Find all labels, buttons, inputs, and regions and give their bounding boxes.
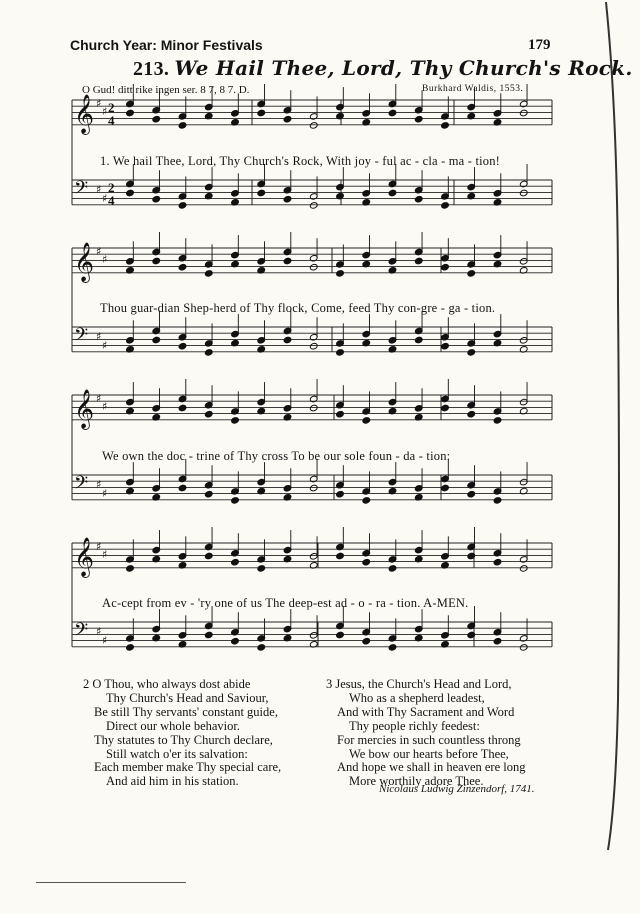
note-head	[178, 342, 187, 350]
stanza-3-line: Who as a shepherd leadest,	[349, 690, 485, 705]
note-head	[441, 122, 450, 130]
note-head	[231, 497, 240, 505]
sharp-sign: ♯	[96, 245, 102, 258]
note-head	[441, 263, 450, 271]
composer-credit: Burkhard Waldis, 1553.	[422, 84, 524, 94]
page-number: 179	[528, 37, 551, 53]
treble-clef: 𝄞	[74, 537, 95, 577]
note-head	[388, 565, 397, 573]
note-head	[126, 644, 135, 652]
time-signature: 4	[108, 113, 115, 128]
sharp-sign: ♯	[102, 105, 108, 118]
note-head	[178, 404, 187, 412]
sharp-sign: ♯	[102, 400, 108, 413]
sharp-sign: ♯	[102, 634, 108, 647]
stanza-3-line: And with Thy Sacrament and Word	[337, 704, 515, 719]
sharp-sign: ♯	[96, 540, 102, 553]
note-head	[336, 410, 345, 418]
stanza-3-line: More worthily adore Thee.	[349, 774, 484, 789]
note-head	[231, 417, 240, 425]
stanza-2-line: Direct our whole behavior.	[106, 718, 240, 733]
note-head	[441, 202, 450, 210]
note-head	[441, 484, 450, 492]
note-head	[231, 637, 240, 645]
note-head	[336, 552, 345, 560]
note-head	[204, 490, 213, 498]
stanza-3-line: And hope we shall in heaven ere long	[337, 760, 526, 775]
sharp-sign: ♯	[96, 478, 102, 491]
treble-clef: 𝄞	[74, 242, 95, 282]
note-head	[467, 270, 476, 278]
note-head	[493, 417, 502, 425]
stanza-3	[326, 678, 525, 789]
stanza-2-line: 2 O Thou, who always dost abide	[83, 677, 251, 691]
note-head	[204, 631, 213, 639]
note-head	[519, 644, 528, 652]
sharp-sign: ♯	[102, 487, 108, 500]
lyric-line-1: 1. We hail Thee, Lord, Thy Church's Rock, With joy - ful ac - cla - ma - tion!	[100, 154, 501, 168]
note-head	[336, 349, 345, 357]
note-head	[178, 263, 187, 271]
note-head	[362, 558, 371, 566]
note-head	[257, 109, 266, 117]
stanza-3-line: We bow our hearts before Thee,	[349, 746, 509, 761]
note-head	[493, 637, 502, 645]
stanza-2-line: Thy Church's Head and Saviour,	[106, 690, 269, 705]
note-head	[362, 497, 371, 505]
note-head	[309, 122, 318, 130]
note-head	[493, 558, 502, 566]
note-head	[309, 263, 318, 271]
stanza-2-line: Each member make Thy special care,	[94, 760, 282, 775]
note-head	[336, 270, 345, 278]
note-head	[204, 270, 213, 278]
note-head	[441, 342, 450, 350]
note-head	[467, 410, 476, 418]
note-head	[152, 336, 161, 344]
stanza-2-line: Thy statutes to Thy Church declare,	[94, 732, 273, 747]
stanza-2	[83, 678, 281, 789]
sharp-sign: ♯	[102, 192, 108, 205]
sharp-sign: ♯	[96, 392, 102, 405]
note-head	[126, 109, 135, 117]
note-head	[519, 189, 528, 197]
note-head	[467, 349, 476, 357]
stanza-2-line: And aid him in his station.	[106, 774, 239, 789]
sharp-sign: ♯	[102, 253, 108, 266]
note-head	[283, 336, 292, 344]
time-signature: 2	[108, 180, 115, 195]
note-head	[493, 497, 502, 505]
note-head	[257, 189, 266, 197]
note-head	[231, 558, 240, 566]
note-head	[126, 189, 135, 197]
note-head	[204, 349, 213, 357]
sharp-sign: ♯	[102, 339, 108, 352]
hymn-title-text: We Hail Thee, Lord, Thy Church's Rock.	[174, 56, 633, 80]
note-head	[283, 115, 292, 123]
note-head	[257, 644, 266, 652]
treble-clef: 𝄞	[74, 389, 95, 429]
note-head	[309, 202, 318, 210]
time-signature: 2	[108, 100, 115, 115]
note-head	[441, 404, 450, 412]
sharp-sign: ♯	[96, 183, 102, 196]
note-head	[388, 189, 397, 197]
stanza-3-line: 3 Jesus, the Church's Head and Lord,	[326, 677, 512, 691]
lyric-line-2: Thou guar-dian Shep-herd of Thy flock, Come, feed Thy con-gre - ga - tion.	[100, 301, 496, 315]
note-head	[309, 342, 318, 350]
note-head	[388, 644, 397, 652]
note-head	[283, 195, 292, 203]
note-head	[414, 115, 423, 123]
note-head	[309, 484, 318, 492]
note-head	[519, 109, 528, 117]
note-head	[388, 109, 397, 117]
lyric-line-4: Ac-cept from ev - 'ry one of us The deep-est ad - o - ra - tion. A-MEN.	[102, 596, 469, 610]
note-head	[152, 195, 161, 203]
text-attribution: Nicolaus Ludwig Zinzendorf, 1741.	[379, 783, 535, 795]
note-head	[152, 257, 161, 265]
note-head	[467, 490, 476, 498]
bass-clef: 𝄢	[74, 620, 89, 645]
time-signature: 4	[108, 193, 115, 208]
running-head: Church Year: Minor Festivals	[70, 37, 263, 53]
note-head	[362, 637, 371, 645]
note-head	[257, 565, 266, 573]
note-head	[152, 115, 161, 123]
note-head	[414, 336, 423, 344]
note-head	[336, 490, 345, 498]
note-head	[309, 404, 318, 412]
stanza-3-line: For mercies in such countless throng	[337, 732, 521, 747]
page-curl	[600, 0, 640, 914]
bass-clef: 𝄢	[74, 325, 89, 350]
hymn-number: 213.	[133, 58, 170, 80]
note-head	[204, 552, 213, 560]
note-head	[283, 257, 292, 265]
stanza-3-line: Thy people richly feedest:	[349, 718, 480, 733]
sharp-sign: ♯	[96, 97, 102, 110]
note-head	[126, 565, 135, 573]
note-head	[178, 484, 187, 492]
sharp-sign: ♯	[102, 548, 108, 561]
note-head	[336, 631, 345, 639]
lyric-line-3: We own the doc - trine of Thy cross To be our sole foun - da - tion:	[102, 449, 451, 463]
sharp-sign: ♯	[96, 330, 102, 343]
note-head	[178, 202, 187, 210]
note-head	[204, 410, 213, 418]
bass-clef: 𝄢	[74, 178, 89, 203]
note-head	[414, 195, 423, 203]
note-head	[178, 122, 187, 130]
bass-clef: 𝄢	[74, 473, 89, 498]
stanza-2-line: Be still Thy servants' constant guide,	[94, 704, 278, 719]
note-head	[519, 565, 528, 573]
page-edge-mark	[36, 882, 186, 883]
note-head	[414, 257, 423, 265]
stanza-2-line: Still watch o'er its salvation:	[106, 746, 248, 761]
sharp-sign: ♯	[96, 625, 102, 638]
treble-clef: 𝄞	[74, 94, 95, 134]
note-head	[362, 417, 371, 425]
tune-name: O Gud! ditt rike ingen ser. 8 7, 8 7. D.	[82, 84, 250, 96]
